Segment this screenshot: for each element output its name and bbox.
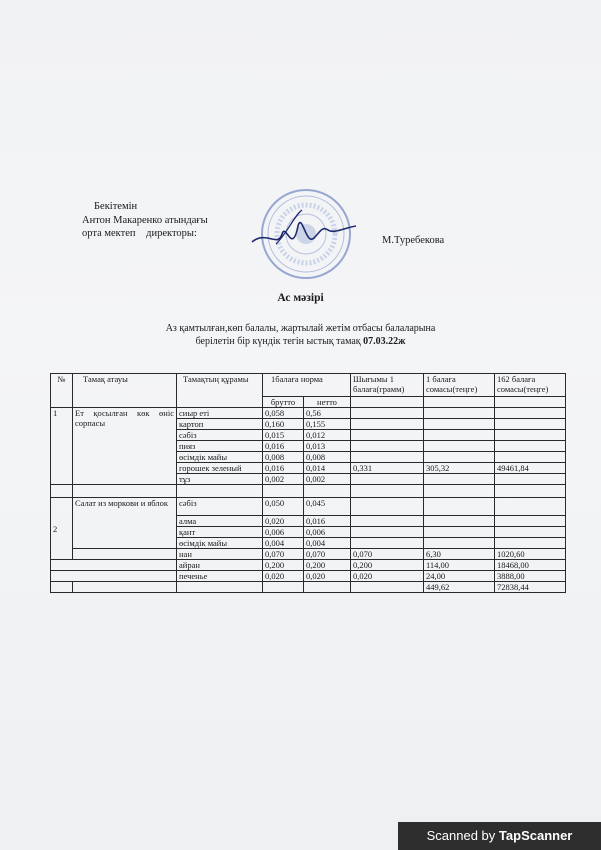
output-value: 0,200: [351, 560, 424, 571]
ingredient: алма: [177, 516, 263, 527]
ingredient: қант: [177, 527, 263, 538]
header-composition: Тамақтың құрамы: [177, 374, 263, 408]
approval-line-2: Антон Макаренко атындағы: [82, 214, 208, 226]
gross-value: 0,160: [263, 419, 304, 430]
output-value: 0,070: [351, 549, 424, 560]
gross-value: 0,004: [263, 538, 304, 549]
net-value: 0,070: [304, 549, 351, 560]
document-subtitle: [0, 322, 601, 348]
cost-162-value: [495, 452, 566, 463]
header-gross: брутто: [263, 397, 304, 408]
ingredient: айран: [177, 560, 263, 571]
scanner-brand: TapScanner: [498, 828, 573, 843]
cost-162-value: [495, 474, 566, 485]
subtitle-line-1: Аз қамтылған,көп балалы, жартылай жетім отбасы балаларына: [165, 323, 436, 334]
subtitle-line-2: [0, 335, 601, 348]
cost-1-value: [424, 538, 495, 549]
output-value: [351, 408, 424, 419]
output-value: [351, 430, 424, 441]
output-value: 0,331: [351, 463, 424, 474]
cost-1-value: 114,00: [424, 560, 495, 571]
gross-value: 0,070: [263, 549, 304, 560]
approval-line-3: [82, 227, 208, 241]
approval-block: [82, 200, 208, 241]
director-name: М.Туребекова: [382, 235, 445, 246]
gross-value: 0,016: [263, 463, 304, 474]
table-row: [51, 571, 566, 582]
header-consumption: Шығымы 1 балаға(грамм): [351, 374, 424, 397]
output-value: [351, 527, 424, 538]
table-row: [51, 408, 566, 419]
cost-162-value: [495, 408, 566, 419]
ingredient: сәбіз: [177, 498, 263, 516]
cost-1-value: [424, 498, 495, 516]
output-value: [351, 452, 424, 463]
output-value: [351, 498, 424, 516]
header-net: нетто: [304, 397, 351, 408]
table-row: [51, 485, 566, 498]
ingredient: сәбіз: [177, 430, 263, 441]
cost-162-value: [495, 441, 566, 452]
table-header-row: [51, 374, 566, 397]
total-row: [51, 582, 566, 593]
scanner-watermark: [398, 822, 601, 850]
cost-1-value: 305,32: [424, 463, 495, 474]
table-row: [51, 549, 566, 560]
ingredient: печенье: [177, 571, 263, 582]
net-value: 0,008: [304, 452, 351, 463]
total-cost-162: 72838,44: [495, 582, 566, 593]
cost-1-value: [424, 408, 495, 419]
gross-value: 0,020: [263, 516, 304, 527]
gross-value: 0,020: [263, 571, 304, 582]
table-row: [51, 560, 566, 571]
gross-value: 0,002: [263, 474, 304, 485]
gross-value: 0,050: [263, 498, 304, 516]
approval-line-1: Бекітемін: [94, 201, 138, 212]
cost-162-value: [495, 538, 566, 549]
cost-1-value: 6,30: [424, 549, 495, 560]
director-label: директоры:: [146, 228, 197, 239]
scanner-prefix: Scanned by: [426, 828, 496, 843]
gross-value: 0,008: [263, 452, 304, 463]
header-no: №: [51, 374, 73, 408]
table-row: [51, 498, 566, 516]
cost-162-value: [495, 527, 566, 538]
dish-1-name: Ет қосылған көк өніс сорпасы: [73, 408, 177, 485]
net-value: 0,014: [304, 463, 351, 474]
ingredient: нан: [177, 549, 263, 560]
net-value: 0,016: [304, 516, 351, 527]
cost-162-value: 18468,00: [495, 560, 566, 571]
header-norm: 1балаға норма: [263, 374, 351, 397]
net-value: 0,013: [304, 441, 351, 452]
dish-1-number: 1: [51, 408, 73, 485]
output-value: [351, 538, 424, 549]
net-value: 0,045: [304, 498, 351, 516]
ingredient: өсімдік майы: [177, 452, 263, 463]
gross-value: 0,058: [263, 408, 304, 419]
net-value: 0,56: [304, 408, 351, 419]
net-value: 0,155: [304, 419, 351, 430]
total-cost-1: 449,62: [424, 582, 495, 593]
menu-table: [50, 373, 566, 593]
cost-162-value: 49461,84: [495, 463, 566, 474]
cost-1-value: [424, 419, 495, 430]
net-value: 0,020: [304, 571, 351, 582]
output-value: [351, 474, 424, 485]
cost-1-value: [424, 430, 495, 441]
subtitle-text: берілетін бір күндік тегін ыстық тамақ: [195, 336, 361, 347]
ingredient: тұз: [177, 474, 263, 485]
net-value: 0,004: [304, 538, 351, 549]
gross-value: 0,016: [263, 441, 304, 452]
cost-162-value: [495, 516, 566, 527]
cost-1-value: 24,00: [424, 571, 495, 582]
ingredient: сиыр еті: [177, 408, 263, 419]
document-title: Ас мәзірі: [277, 292, 324, 304]
ingredient: пияз: [177, 441, 263, 452]
gross-value: 0,015: [263, 430, 304, 441]
cost-162-value: [495, 419, 566, 430]
output-value: [351, 419, 424, 430]
gross-value: 0,006: [263, 527, 304, 538]
net-value: 0,012: [304, 430, 351, 441]
ingredient: горошек зеленый: [177, 463, 263, 474]
header-dish: Тамақ атауы: [73, 374, 177, 408]
ingredient: өсімдік майы: [177, 538, 263, 549]
school-stamp-with-signature: [248, 186, 360, 284]
menu-date: 07.03.22ж: [363, 336, 406, 347]
cost-1-value: [424, 527, 495, 538]
net-value: 0,006: [304, 527, 351, 538]
cost-1-value: [424, 441, 495, 452]
cost-162-value: [495, 430, 566, 441]
cost-162-value: 1020,60: [495, 549, 566, 560]
dish-2-name: Салат из моркови и яблок: [73, 498, 177, 549]
header-cost-1: 1 балаға сомасы(теңге): [424, 374, 495, 397]
cost-162-value: 3888,00: [495, 571, 566, 582]
cost-1-value: [424, 452, 495, 463]
dish-2-number: 2: [51, 498, 73, 560]
net-value: 0,002: [304, 474, 351, 485]
output-value: [351, 516, 424, 527]
cost-1-value: [424, 474, 495, 485]
gross-value: 0,200: [263, 560, 304, 571]
output-value: 0,020: [351, 571, 424, 582]
ingredient: картоп: [177, 419, 263, 430]
cost-1-value: [424, 516, 495, 527]
header-cost-162: 162 балаға сомасы(теңге): [495, 374, 566, 397]
output-value: [351, 441, 424, 452]
school-label: орта мектеп: [82, 228, 136, 239]
cost-162-value: [495, 498, 566, 516]
net-value: 0,200: [304, 560, 351, 571]
